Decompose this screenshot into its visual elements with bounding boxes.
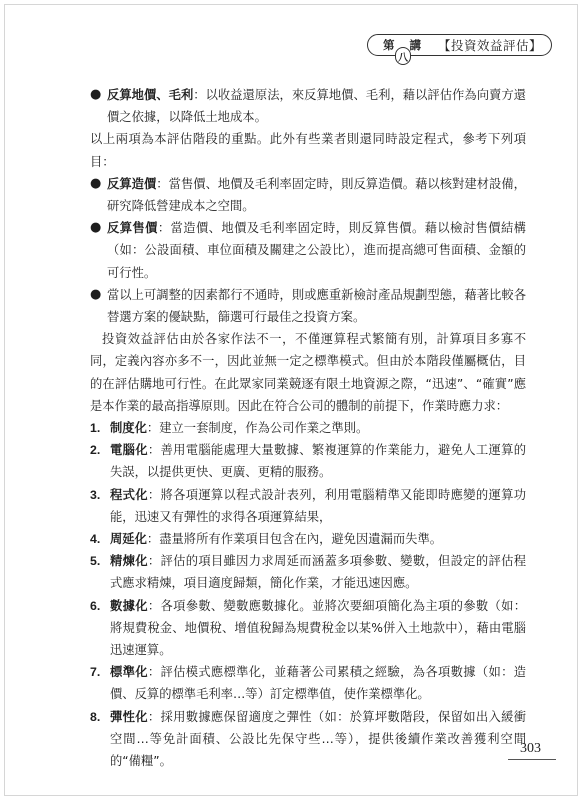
bullet-item — [90, 84, 526, 128]
chapter-badge — [381, 31, 423, 64]
numbered-item — [90, 706, 526, 773]
item-term: 數據化 — [110, 598, 148, 613]
bullet-dot-icon: ● — [90, 87, 102, 102]
item-number: 1. — [90, 421, 101, 436]
bullet-text: 當以上可調整的因素都行不通時，則或應重新檢討產品規劃型態，藉著比較各替選方案的優缺點，篩選可行最佳之投資方案。 — [107, 287, 526, 325]
item-number: 6. — [90, 598, 101, 613]
item-number: 8. — [90, 709, 101, 724]
numbered-item — [90, 484, 526, 528]
item-text: ：將各項運算以程式設計表列，利用電腦精準又能即時應變的運算功能，迅速又有彈性的求得各項運算結果， — [110, 487, 526, 524]
numbered-item — [90, 550, 526, 594]
numbered-item — [90, 661, 526, 705]
numbered-item — [90, 595, 526, 662]
header-title: 【投資效益評估】 — [438, 38, 543, 53]
bullet-item — [90, 173, 526, 217]
item-text: ：善用電腦能處理大量數據、繁複運算的作業能力，避免人工運算的失誤，以提供更快、更廣、更精的服務。 — [110, 443, 526, 480]
bullet-item — [90, 217, 526, 284]
bullet-text: ：當造價、地價及毛利率固定時，則反算售價。藉以檢討售價結構（如：公設面積、車位面積及關建之公設比），進而提高總可售面積、金額的可行性。 — [107, 221, 526, 280]
intro-line: 以上兩項為本評估階段的重點。此外有些業者則還同時設定程式，參考下列項目： — [90, 132, 526, 169]
page-number: 303 — [520, 741, 541, 756]
item-term: 彈性化 — [110, 709, 148, 724]
main-paragraph: 投資效益評估由於各家作法不一，不僅運算程式繁簡有別，計算項目多寡不同，定義內容亦多不一，因此並無一定之標準模式。但由於本階段僅屬概估，目的在評估購地可行性。在此眾家同業競逐有限土地資源之際，“迅速”、“確實”應是本作業的最高指導原則。因此在符合公司的體制的前提下，作業時應力求： — [90, 332, 526, 413]
item-term: 電腦化 — [110, 443, 148, 458]
page-number-rule — [508, 759, 556, 760]
bullet-dot-icon: ● — [90, 175, 102, 191]
item-term: 制度化 — [110, 421, 147, 436]
bullet-term: 反算造價 — [107, 176, 157, 191]
chapter-number: 八 — [395, 47, 411, 65]
bullet-text: ：當售價、地價及毛利率固定時，則反算造價。藉以核對建材設備，研究降低營建成本之空間。 — [107, 176, 526, 214]
bullet-dot-icon: ● — [90, 220, 102, 236]
chapter-prefix: 第 — [383, 38, 395, 52]
numbered-item — [90, 528, 526, 550]
item-text: ：建立一套制度，作為公司作業之準則。 — [146, 421, 369, 436]
item-text: ：採用數據應保留適度之彈性（如：於算坪數階段，保留如出入緩衝空間…等免計面積、公設比先保守些…等），提供後續作業改善獲利空間的“備糧”。 — [110, 709, 526, 769]
item-term: 精煉化 — [110, 554, 148, 569]
item-term: 周延化 — [110, 532, 147, 547]
body-content — [90, 84, 526, 772]
item-number: 3. — [90, 487, 101, 502]
bullet-item — [90, 284, 526, 328]
item-text: ：各項參數、變數應數據化。並將次要細項簡化為主項的參數（如：將規費稅金、地價稅、增值稅歸為規費稅金以某%併入土地款中），藉由電腦迅速運算。 — [110, 598, 526, 658]
item-term: 標準化 — [110, 665, 148, 680]
item-text: ：評估的項目雖因力求周延而涵蓋多項參數、變數，但設定的評估程式應求精煉，項目適度歸類，簡化作業，才能迅速因應。 — [110, 554, 526, 591]
chapter-suffix: 講 — [409, 38, 421, 52]
item-number: 2. — [90, 443, 101, 458]
item-text: ：盡量將所有作業項目包含在內，避免因遺漏而失準。 — [146, 532, 443, 547]
numbered-item — [90, 417, 526, 439]
item-number: 4. — [90, 532, 101, 547]
bullet-text: ：以收益還原法，來反算地價、毛利，藉以評估作為向賣方還價之依據，以降低土地成本。 — [107, 88, 526, 125]
item-number: 7. — [90, 665, 101, 680]
bullet-term: 反算售價 — [107, 221, 158, 236]
item-number: 5. — [90, 554, 101, 569]
item-term: 程式化 — [110, 487, 148, 502]
item-text: ：評估模式應標準化，並藉著公司累積之經驗，為各項數據（如：造價、反算的標準毛利率…等）訂定標準值，使作業標準化。 — [110, 665, 526, 702]
bullet-dot-icon: ● — [90, 286, 102, 302]
bullet-term: 反算地價、毛利 — [107, 88, 194, 102]
numbered-item — [90, 439, 526, 483]
